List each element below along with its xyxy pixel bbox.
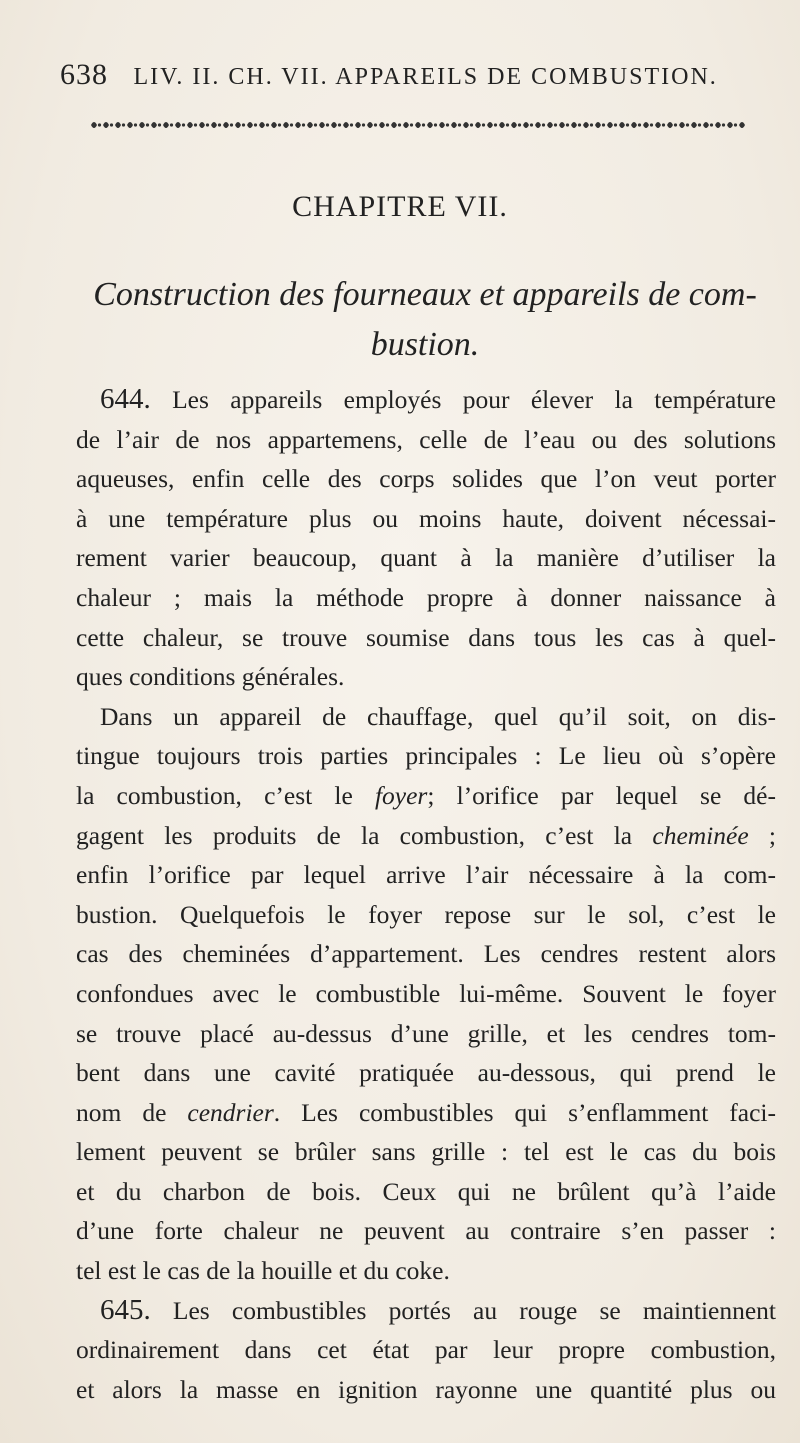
paragraph-number: 644. (100, 383, 151, 415)
text-line: chaleur ; mais la méthode propre à donner naissance à (76, 582, 776, 612)
text-line: à une température plus ou moins haute, doivent nécessai- (76, 503, 776, 533)
text-line: se trouve placé au-dessus d’une grille, et les cendres tom- (76, 1018, 776, 1048)
text-span: Les appareils employés pour élever la température (172, 385, 776, 414)
body-text (76, 380, 776, 1409)
text-line (76, 1291, 776, 1331)
text-line: bustion. Quelquefois le foyer repose sur le sol, c’est le (76, 899, 776, 929)
term-cheminee: cheminée (652, 820, 749, 850)
text-line (76, 380, 776, 420)
section-title-line: bustion. (370, 326, 480, 363)
text-line: lement peuvent se brûler sans grille : tel est le cas du bois (76, 1137, 776, 1167)
term-foyer: foyer (374, 780, 428, 810)
text-line: et alors la masse en ignition rayonne une quantité plus ou (76, 1374, 776, 1404)
text-line: d’une forte chaleur ne peuvent au contraire s’en passer : (76, 1216, 776, 1246)
text-line: bent dans une cavité pratiquée au-dessous, qui prend le (76, 1058, 776, 1088)
section-title (80, 270, 770, 370)
text-line: rement varier beaucoup, quant à la manière d’utiliser la (76, 543, 776, 573)
text-line: Dans un appareil de chauffage, quel qu’il soit, on dis- (100, 701, 776, 731)
page-number: 638 (60, 58, 108, 91)
text-line (76, 1093, 776, 1133)
text-line: cette chaleur, se trouve soumise dans tous les cas à quel- (76, 622, 776, 652)
text-line: tel est le cas de la houille et du coke. (76, 1256, 450, 1286)
text-span: gagent les produits de la combustion, c’est la (76, 820, 653, 850)
text-span: ; l’orifice par lequel se dé- (427, 780, 776, 810)
chapter-title: CHAPITRE VII. (292, 190, 508, 223)
text-span: la combustion, c’est le (76, 780, 375, 810)
decorative-rule-ornament (90, 118, 745, 132)
text-line: enfin l’orifice par lequel arrive l’air nécessaire à la com- (76, 860, 776, 890)
text-span: . Les combustibles qui s’enflamment faci- (273, 1097, 776, 1127)
running-title: LIV. II. CH. VII. APPAREILS DE COMBUSTION. (133, 64, 718, 90)
text-span: Les combustibles portés au rouge se maintiennent (172, 1295, 776, 1325)
text-line: aqueuses, enfin celle des corps solides que l’on veut porter (76, 464, 776, 494)
text-line (76, 776, 776, 816)
text-line: cas des cheminées d’appartement. Les cendres restent alors (76, 939, 776, 969)
text-line: ordinairement dans cet état par leur propre combustion, (76, 1335, 776, 1365)
text-line: de l’air de nos appartemens, celle de l’eau ou des solutions (76, 424, 776, 454)
text-line: ques conditions générales. (76, 662, 345, 692)
text-line: et du charbon de bois. Ceux qui ne brûlent qu’à l’aide (76, 1176, 776, 1206)
running-head (60, 58, 760, 92)
section-title-line: Construction des fourneaux et appareils de com- (93, 276, 757, 313)
text-line: tingue toujours trois parties principales : Le lieu où s’opère (76, 741, 776, 771)
paragraph-number: 645. (100, 1293, 151, 1326)
text-span: ; (748, 820, 777, 850)
term-cendrier: cendrier (187, 1097, 274, 1127)
text-line: confondues avec le combustible lui-même. Souvent le foyer (76, 978, 776, 1008)
text-span: nom de (76, 1097, 188, 1127)
text-line (76, 816, 776, 856)
